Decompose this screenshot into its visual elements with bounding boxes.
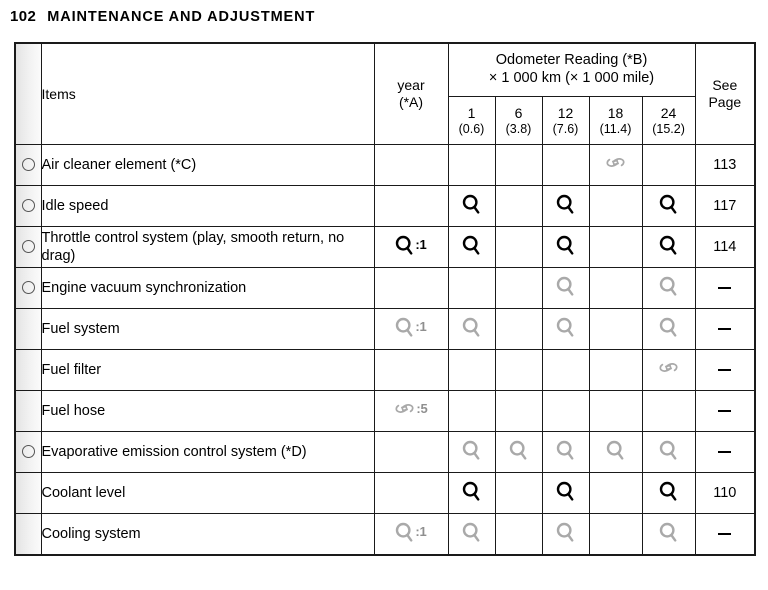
empty-cell-content [518,250,519,251]
empty-cell-content [518,496,519,497]
year-header-line2: (*A) [398,94,424,110]
not-applicable-dash [718,533,731,535]
empty-cell-content [615,537,616,538]
table-header [15,43,755,145]
item-name-cell: Engine vacuum synchronization [41,268,374,309]
magnifier-inspect-icon [556,276,575,296]
empty-cell-content [518,209,519,210]
year-header-line1: year [397,76,425,93]
emission-mark-cell [15,268,41,309]
empty-cell-content [668,168,669,169]
emission-mark-cell [15,350,41,391]
page-title: MAINTENANCE AND ADJUSTMENT [47,9,316,25]
empty-cell-content [518,332,519,333]
emission-mark-column-header [15,43,41,145]
odometer-interval-cell-1 [448,309,495,350]
odometer-interval-cell-18 [589,145,642,186]
odometer-mile-value: (0.6) [458,121,485,136]
empty-cell-content [615,496,616,497]
odometer-interval-cell-24 [642,227,695,268]
odometer-interval-cell-12 [542,350,589,391]
see-page-number: 117 [713,198,737,214]
odometer-interval-cell-24 [642,268,695,309]
table-row [15,350,755,391]
see-page-cell [695,309,755,350]
odometer-interval-cell-12 [542,186,589,227]
year-interval-cell [374,268,448,309]
odometer-interval-cell-24 [642,350,695,391]
magnifier-inspect-icon [462,481,481,501]
year-interval-cell [374,473,448,514]
odometer-interval-cell-24 [642,145,695,186]
empty-cell-content [615,414,616,415]
see-page-cell [695,473,755,514]
year-interval-cell [374,145,448,186]
year-interval-cell [374,514,448,556]
item-name-cell: Idle speed [41,186,374,227]
empty-cell-content [565,168,566,169]
magnifier-inspect-icon [659,481,678,501]
emission-mark-cell [15,145,41,186]
empty-cell-content [411,496,412,497]
odometer-interval-cell-1 [448,391,495,432]
odometer-interval-cell-1 [448,145,495,186]
odometer-interval-cell-12 [542,309,589,350]
odometer-interval-cell-12 [542,514,589,556]
odometer-interval-cell-24 [642,514,695,556]
empty-cell-content [668,414,669,415]
odometer-interval-cell-24 [642,473,695,514]
table-row [15,514,755,556]
odometer-interval-cell-12 [542,432,589,473]
see-page-number: 114 [713,239,737,255]
table-row [15,309,755,350]
odometer-group-header [448,43,695,97]
see-page-cell [695,432,755,473]
symbol-suffix: :1 [415,319,427,334]
magnifier-inspect-icon [556,317,575,337]
see-page-cell [695,227,755,268]
odometer-km-value: 6 [514,104,523,121]
empty-cell-content [471,168,472,169]
empty-cell-content [411,455,412,456]
magnifier-inspect-icon [462,317,481,337]
odometer-interval-cell-18 [589,432,642,473]
magnifier-inspect-icon [556,522,575,542]
item-name-cell: Throttle control system (play, smooth return, no drag) [41,227,374,268]
empty-cell-content [565,414,566,415]
magnifier-inspect-icon [395,235,426,255]
empty-cell-content [615,373,616,374]
emission-mark-cell [15,309,41,350]
odometer-interval-cell-18 [589,514,642,556]
open-circle-icon [22,445,35,458]
magnifier-inspect-icon [509,440,528,460]
item-name-cell: Fuel filter [41,350,374,391]
magnifier-inspect-icon [659,194,678,214]
empty-cell-content [518,291,519,292]
magnifier-inspect-icon [462,440,481,460]
odometer-interval-cell-1 [448,186,495,227]
year-interval-cell [374,309,448,350]
magnifier-inspect-icon [462,235,481,255]
odometer-km-value: 24 [660,104,677,121]
table-row [15,227,755,268]
see-page-line1: See [712,77,738,94]
odometer-column-header-6 [495,97,542,145]
odometer-interval-cell-6 [495,514,542,556]
circular-arrows-replace-icon [658,358,679,377]
table-row [15,268,755,309]
open-circle-icon [22,240,35,253]
odometer-interval-cell-1 [448,473,495,514]
odometer-interval-cell-24 [642,186,695,227]
emission-mark-cell [15,473,41,514]
empty-cell-content [471,291,472,292]
emission-mark-cell [15,227,41,268]
odometer-interval-cell-12 [542,473,589,514]
odometer-interval-cell-6 [495,227,542,268]
see-page-number: 110 [713,485,737,501]
odometer-column-header-18 [589,97,642,145]
year-column-header [374,43,448,145]
empty-cell-content [518,414,519,415]
year-interval-cell [374,186,448,227]
maintenance-schedule-table [14,42,756,556]
maintenance-schedule-table-wrapper [14,42,754,556]
circular-arrows-replace-icon [394,399,427,418]
odometer-interval-cell-1 [448,514,495,556]
empty-cell-content [565,373,566,374]
magnifier-inspect-icon [462,522,481,542]
odometer-header-line2: × 1 000 km (× 1 000 mile) [488,70,655,87]
odometer-km-value: 12 [557,104,574,121]
odometer-interval-cell-1 [448,350,495,391]
year-interval-cell [374,227,448,268]
odometer-interval-cell-18 [589,186,642,227]
page-number: 102 [10,8,37,25]
odometer-header-line1: Odometer Reading (*B) [495,52,648,69]
item-name-cell: Fuel system [41,309,374,350]
empty-cell-content [411,168,412,169]
odometer-interval-cell-12 [542,391,589,432]
table-row [15,391,755,432]
circular-arrows-replace-icon [605,153,626,172]
see-page-cell [695,186,755,227]
empty-cell-content [615,291,616,292]
magnifier-inspect-icon [395,522,426,542]
odometer-interval-cell-1 [448,432,495,473]
see-page-cell [695,514,755,556]
magnifier-inspect-icon [395,317,426,337]
magnifier-inspect-icon [606,440,625,460]
empty-cell-content [615,250,616,251]
empty-cell-content [518,373,519,374]
magnifier-inspect-icon [659,440,678,460]
table-row [15,145,755,186]
odometer-mile-value: (15.2) [652,121,685,136]
odometer-interval-cell-1 [448,227,495,268]
odometer-interval-cell-6 [495,186,542,227]
odometer-interval-cell-1 [448,268,495,309]
emission-mark-cell [15,391,41,432]
not-applicable-dash [718,410,731,412]
open-circle-icon [22,281,35,294]
items-column-header: Items [41,43,374,145]
odometer-interval-cell-6 [495,391,542,432]
empty-cell-content [411,291,412,292]
see-page-cell [695,145,755,186]
emission-mark-cell [15,514,41,556]
emission-mark-cell [15,186,41,227]
not-applicable-dash [718,328,731,330]
odometer-interval-cell-18 [589,309,642,350]
year-interval-cell [374,350,448,391]
odometer-interval-cell-18 [589,391,642,432]
odometer-interval-cell-18 [589,268,642,309]
odometer-interval-cell-6 [495,350,542,391]
table-row [15,186,755,227]
see-page-cell [695,391,755,432]
odometer-mile-value: (11.4) [599,121,632,136]
odometer-km-value: 18 [607,104,624,121]
not-applicable-dash [718,451,731,453]
magnifier-inspect-icon [659,317,678,337]
symbol-suffix: :1 [415,524,427,539]
symbol-suffix: :1 [415,237,427,252]
see-page-column-header [695,43,755,145]
year-interval-cell [374,391,448,432]
page-header [10,8,315,25]
odometer-column-header-24 [642,97,695,145]
magnifier-inspect-icon [556,194,575,214]
magnifier-inspect-icon [462,194,481,214]
emission-mark-cell [15,432,41,473]
see-page-line2: Page [708,94,742,110]
empty-cell-content [518,537,519,538]
not-applicable-dash [718,287,731,289]
odometer-interval-cell-12 [542,227,589,268]
open-circle-icon [22,158,35,171]
magnifier-inspect-icon [556,235,575,255]
empty-cell-content [411,373,412,374]
table-row [15,432,755,473]
odometer-interval-cell-24 [642,432,695,473]
item-name-cell: Air cleaner element (*C) [41,145,374,186]
odometer-interval-cell-18 [589,350,642,391]
magnifier-inspect-icon [659,276,678,296]
odometer-interval-cell-6 [495,432,542,473]
magnifier-inspect-icon [659,522,678,542]
empty-cell-content [471,414,472,415]
symbol-suffix: :5 [416,401,428,416]
not-applicable-dash [718,369,731,371]
empty-cell-content [471,373,472,374]
empty-cell-content [615,209,616,210]
odometer-interval-cell-6 [495,473,542,514]
odometer-interval-cell-18 [589,227,642,268]
odometer-interval-cell-6 [495,145,542,186]
odometer-interval-cell-6 [495,268,542,309]
odometer-column-header-1 [448,97,495,145]
odometer-interval-cell-24 [642,309,695,350]
odometer-interval-cell-18 [589,473,642,514]
item-name-cell: Coolant level [41,473,374,514]
header-row-top [15,43,755,97]
magnifier-inspect-icon [556,481,575,501]
see-page-cell [695,350,755,391]
odometer-km-value: 1 [467,104,476,121]
year-interval-cell [374,432,448,473]
odometer-interval-cell-6 [495,309,542,350]
odometer-mile-value: (7.6) [552,121,579,136]
odometer-interval-cell-24 [642,391,695,432]
table-row [15,473,755,514]
see-page-cell [695,268,755,309]
empty-cell-content [411,209,412,210]
odometer-column-header-12 [542,97,589,145]
odometer-mile-value: (3.8) [505,121,532,136]
item-name-cell: Fuel hose [41,391,374,432]
odometer-interval-cell-12 [542,145,589,186]
magnifier-inspect-icon [556,440,575,460]
empty-cell-content [615,332,616,333]
table-body [15,145,755,556]
item-name-cell: Cooling system [41,514,374,556]
see-page-number: 113 [713,157,737,173]
odometer-interval-cell-12 [542,268,589,309]
magnifier-inspect-icon [659,235,678,255]
empty-cell-content [518,168,519,169]
item-name-cell: Evaporative emission control system (*D) [41,432,374,473]
open-circle-icon [22,199,35,212]
